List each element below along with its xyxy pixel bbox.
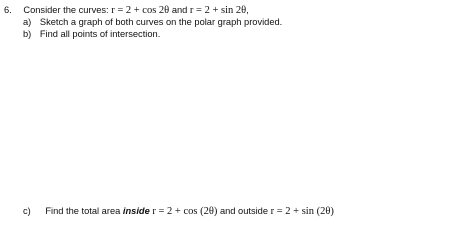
part-a-label: a) xyxy=(23,17,32,27)
part-c-middle: and outside xyxy=(219,206,269,216)
part-c-emphasis: inside xyxy=(122,206,150,216)
curve-1-equation: r = 2 + cos 2θ xyxy=(111,5,170,16)
part-c-curve-2: r = 2 + sin (2θ) xyxy=(270,206,334,217)
part-c-label: c) xyxy=(23,206,31,216)
part-a xyxy=(23,17,282,28)
curve-joiner: and xyxy=(171,5,188,15)
part-c-curve-1: r = 2 + cos (2θ) xyxy=(152,206,218,217)
question-number: 6. xyxy=(4,5,12,15)
part-b xyxy=(23,29,160,40)
question-6-stem xyxy=(4,5,249,16)
part-b-label: b) xyxy=(23,29,32,39)
question-lead: Consider the curves: xyxy=(23,5,109,15)
stem-trailing-comma: , xyxy=(246,5,249,15)
part-a-text: Sketch a graph of both curves on the polar graph provided. xyxy=(39,17,283,27)
curve-2-equation: r = 2 + sin 2θ xyxy=(189,5,247,16)
part-b-text: Find all points of intersection. xyxy=(39,29,161,39)
part-c xyxy=(23,206,334,217)
part-c-prefix: Find the total area xyxy=(45,206,121,216)
